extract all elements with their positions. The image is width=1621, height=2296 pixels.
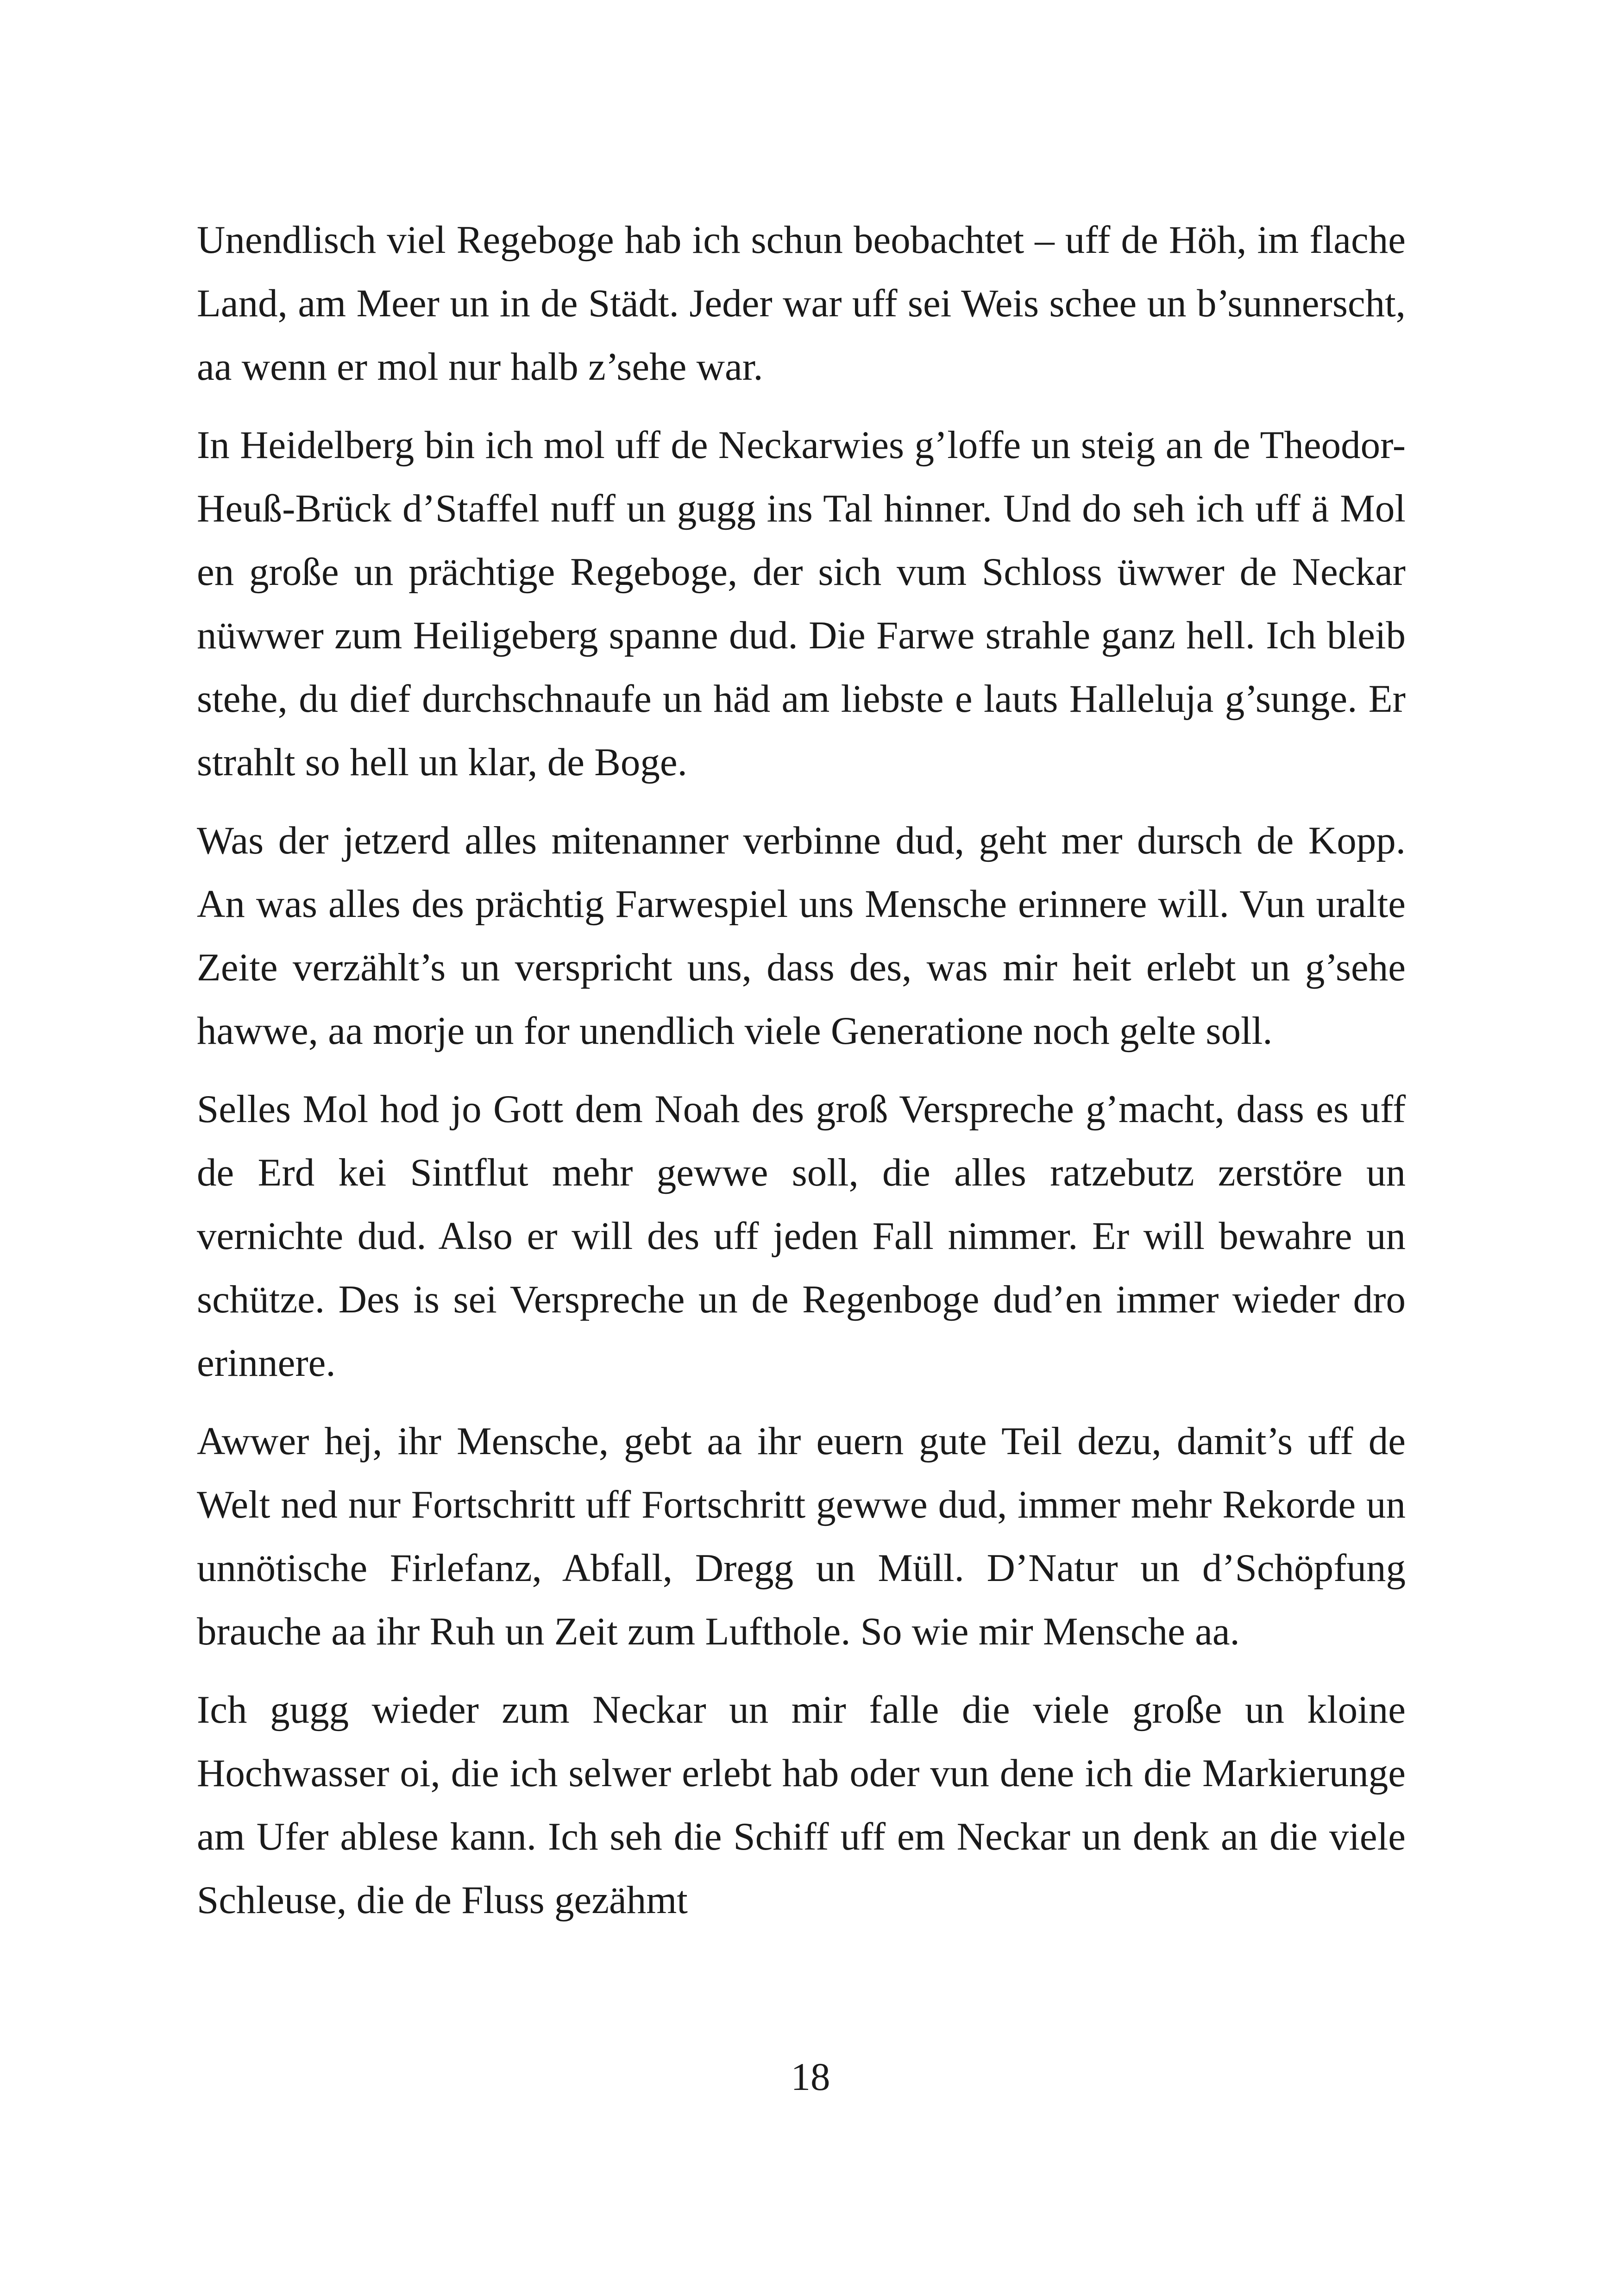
paragraph-6: Ich gugg wieder zum Neckar un mir falle die viele große un kloine Hochwasser oi, die ich selwer erlebt hab oder vun dene ich die Markierunge am Ufer ablese kann. Ich seh die Schiff uff em Neckar un denk an die viele Schleuse, die de Fluss gezähmt [197, 1688, 1406, 1922]
paragraph-2: In Heidelberg bin ich mol uff de Neckarwies g’loffe un steig an de Theodor-Heuß-Brück d’Staffel nuff un gugg ins Tal hinner. Und do seh ich uff ä Mol en große un prächtige Regeboge, der sich vum Schloss üwwer de Neckar nüwwer zum Heiligeberg spanne dud. Die Farwe strahle ganz hell. Ich bleib stehe, du dief durchschnaufe un häd am liebste e lauts Halleluja g’sunge. Er strahlt so hell un klar, de Boge. [197, 423, 1406, 784]
page-number: 18 [791, 2055, 830, 2099]
body-text [197, 208, 1406, 1947]
paragraph-4: Selles Mol hod jo Gott dem Noah des groß Verspreche g’macht, dass es uff de Erd kei Sintflut mehr gewwe soll, die alles ratzebutz zerstöre un vernichte dud. Also er will des uff jeden Fall nimmer. Er will bewahre un schütze. Des is sei Verspreche un de Regenboge dud’en immer wieder dro erinnere. [197, 1087, 1406, 1385]
paragraph-3: Was der jetzerd alles mitenanner verbinne dud, geht mer dursch de Kopp. An was alles des prächtig Farwespiel uns Mensche erinnere will. Vun uralte Zeite verzählt’s un verspricht uns, dass des, was mir heit erlebt un g’sehe hawwe, aa morje un for unendlich viele Generatione noch gelte soll. [197, 819, 1406, 1053]
paragraph-1: Unendlisch viel Regeboge hab ich schun beobachtet – uff de Höh, im flache Land, am Meer un in de Städt. Jeder war uff sei Weis schee un b’sunnerscht, aa wenn er mol nur halb z’sehe war. [197, 218, 1406, 389]
paragraph-5: Awwer hej, ihr Mensche, gebt aa ihr euern gute Teil dezu, damit’s uff de Welt ned nur Fortschritt uff Fortschritt gewwe dud, immer mehr Rekorde un unnötische Firlefanz, Abfall, Dregg un Müll. D’Natur un d’Schöpfung brauche aa ihr Ruh un Zeit zum Lufthole. So wie mir Mensche aa. [197, 1419, 1406, 1653]
